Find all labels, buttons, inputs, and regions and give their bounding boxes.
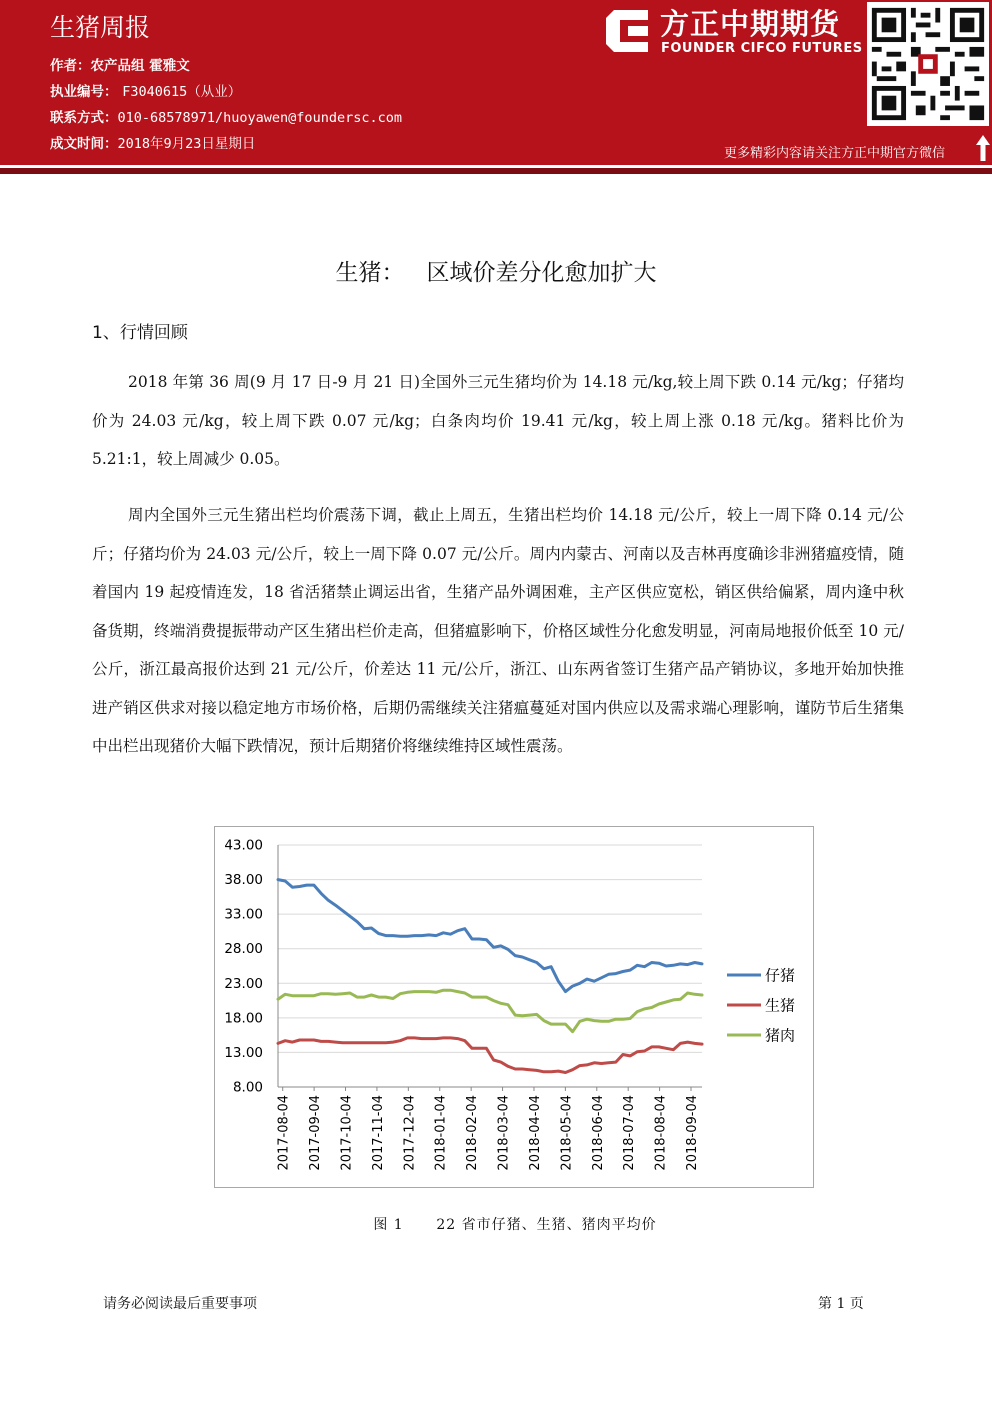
x-tick-label: 2017-10-04 (339, 1095, 355, 1171)
date-value: 2018年9月23日星期日 (117, 136, 256, 152)
contact-value: 010-68578971/huoyawen@foundersc.com (117, 110, 402, 126)
series-line-2 (278, 990, 702, 1031)
author-value: 农产品组 霍雅文 (90, 58, 190, 74)
y-tick-label: 33.00 (224, 906, 263, 923)
series-line-1 (278, 1038, 702, 1073)
y-tick-label: 43.00 (224, 837, 263, 854)
y-tick-label: 23.00 (224, 975, 263, 992)
date-label: 成文时间： (50, 136, 118, 152)
contact-line (50, 106, 402, 126)
series-line-0 (278, 880, 702, 992)
up-arrow-icon (975, 134, 991, 162)
x-tick-label: 2018-09-04 (685, 1095, 701, 1171)
x-tick-label: 2017-12-04 (402, 1095, 418, 1171)
contact-label: 联系方式： (50, 110, 118, 126)
author-line (50, 54, 190, 74)
date-line (50, 132, 255, 152)
company-logo-icon (604, 8, 650, 54)
price-chart-svg (215, 827, 813, 1187)
legend-label-1: 生猪 (765, 996, 796, 1015)
y-tick-label: 13.00 (224, 1044, 263, 1061)
paragraph-1: 2018 年第 36 周(9 月 17 日-9 月 21 日)全国外三元生猪均价为 14.18 元/kg,较上周下跌 0.14 元/kg；仔猪均价为 24.03 元/kg，较上周下跌 0.07 元/kg；白条肉均价 19.41 元/kg，较上周上涨 0.18 元/kg。猪料比价为 5.21:1，较上周减少 0.05。 (92, 373, 904, 468)
x-tick-label: 2017-08-04 (276, 1095, 292, 1171)
company-name-en: FOUNDER CIFCO FUTURES (661, 41, 863, 56)
x-tick-label: 2018-07-04 (622, 1095, 638, 1171)
x-tick-label: 2018-03-04 (496, 1095, 512, 1171)
report-header (0, 0, 992, 165)
x-tick-label: 2018-06-04 (590, 1095, 606, 1171)
x-tick-label: 2018-02-04 (465, 1095, 481, 1171)
legend-label-0: 仔猪 (765, 966, 796, 985)
x-tick-label: 2018-05-04 (559, 1095, 575, 1171)
paragraph-2: 周内全国外三元生猪出栏均价震荡下调，截止上周五，生猪出栏均价 14.18 元/公斤，较上一周下降 0.14 元/公斤；仔猪均价为 24.03 元/公斤，较上一周下降 0.07 元/公斤。周内内蒙古、河南以及吉林再度确诊非洲猪瘟疫情，随着国内 19 起疫情连发，18 省活猪禁止调运出省，生猪产品外调困难，主产区供应宽松，销区供给偏紧，周内逢中秋备货期，终端消费提振带动产区生猪出栏价走高，但猪瘟影响下，价格区域性分化愈发明显，河南局地报价低至 10 元/公斤，浙江最高报价达到 21 元/公斤，价差达 11 元/公斤，浙江、山东两省签订生猪产品产销协议，多地开始加快推进产销区供求对接以稳定地方市场价格，后期仍需继续关注猪瘟蔓延对国内供应以及需求端心理影响，谨防节后生猪集中出栏出现猪价大幅下跌情况，预计后期猪价将继续维持区域性震荡。 (92, 506, 904, 755)
article-title: 生猪： 区域价差分化愈加扩大 (335, 260, 657, 286)
y-tick-label: 8.00 (232, 1079, 263, 1096)
report-name: 生猪周报 (50, 13, 151, 42)
page-number: 第 1 页 (818, 1296, 864, 1312)
x-tick-label: 2018-04-04 (527, 1095, 543, 1171)
wechat-qr-code[interactable] (867, 2, 989, 126)
y-tick-label: 18.00 (224, 1010, 263, 1027)
y-tick-label: 38.00 (224, 872, 263, 889)
license-value: F3040615（从业） (122, 84, 242, 100)
price-chart (214, 826, 814, 1188)
x-tick-label: 2018-01-04 (433, 1095, 449, 1171)
figure-caption: 图 1 22 省市仔猪、生猪、猪肉平均价 (373, 1217, 657, 1233)
y-tick-label: 28.00 (224, 941, 263, 958)
x-tick-label: 2017-09-04 (308, 1095, 324, 1171)
header-divider (0, 168, 992, 174)
license-label: 执业编号： (50, 84, 118, 100)
x-tick-label: 2018-08-04 (653, 1095, 669, 1171)
x-tick-label: 2017-11-04 (370, 1095, 386, 1171)
author-label: 作者： (50, 58, 91, 74)
license-line (50, 80, 241, 100)
legend-label-2: 猪肉 (765, 1026, 796, 1045)
section-heading: 1、行情回顾 (92, 323, 188, 343)
wechat-follow-tip: 更多精彩内容请关注方正中期官方微信 (724, 146, 946, 161)
company-name-cn: 方正中期期货 (660, 7, 841, 41)
footer-notice: 请务必阅读最后重要事项 (103, 1296, 257, 1312)
